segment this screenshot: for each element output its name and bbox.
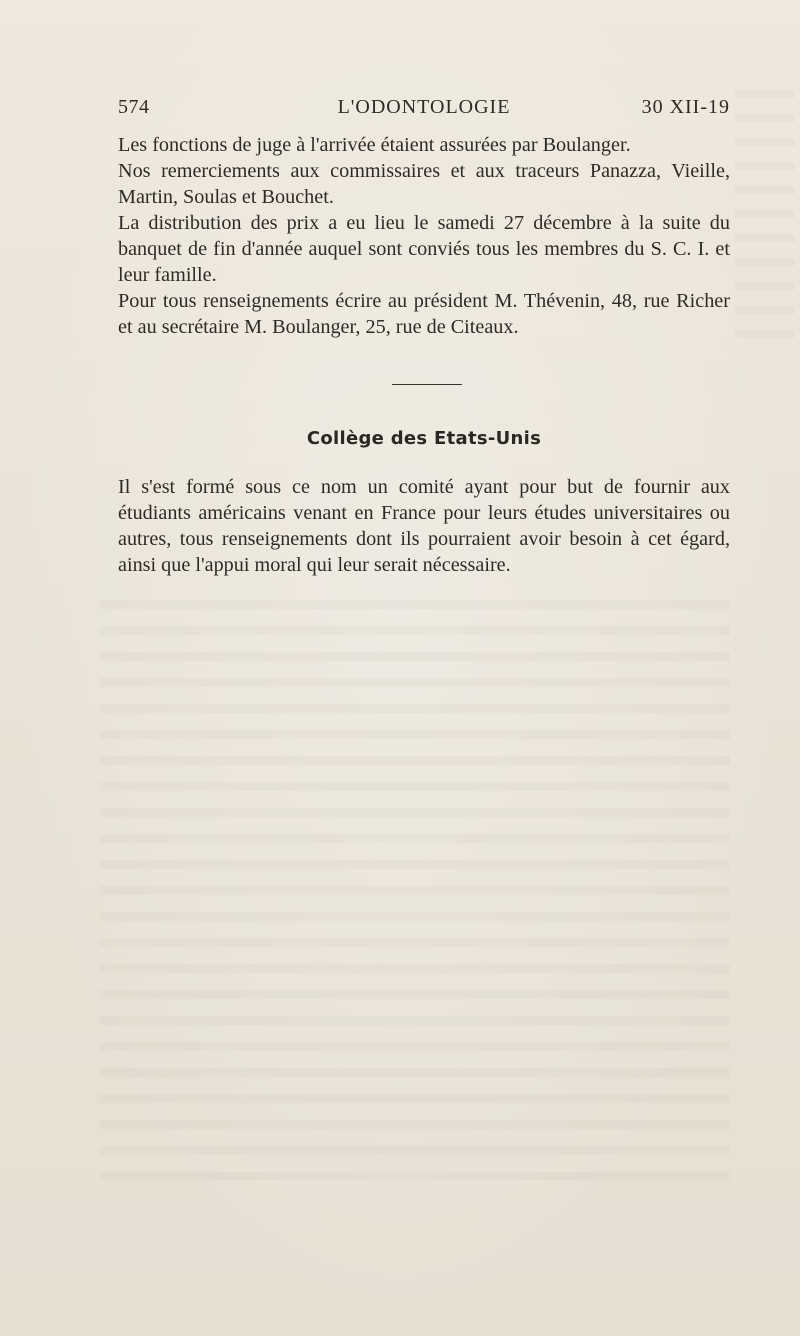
bleed-through-text	[100, 600, 730, 1180]
paragraph-thanks: Nos remerciements aux commissaires et aux traceurs Panazza, Vieille, Martin, Soulas et Bouchet.	[118, 160, 730, 208]
journal-title: L'ODONTOLOGIE	[337, 96, 511, 118]
section-title: Collège des Etats-Unis	[306, 428, 542, 449]
page-number: 574	[118, 96, 150, 118]
paragraph-prizes: La distribution des prix a eu lieu le samedi 27 décembre à la suite du banquet de fin d'année auquel sont conviés tous les membres du S. C. I. et leur famille.	[118, 212, 730, 286]
bleed-through-right	[735, 90, 795, 340]
article-continuation	[118, 132, 730, 340]
section-separator	[392, 384, 462, 385]
paragraph-judges: Les fonctions de juge à l'arrivée étaient assurées par Boulanger.	[118, 134, 631, 156]
section-body	[118, 474, 730, 578]
paragraph-contact: Pour tous renseignements écrire au président M. Thévenin, 48, rue Richer et au secrétaire M. Boulanger, 25, rue de Citeaux.	[118, 290, 730, 338]
paragraph-college: Il s'est formé sous ce nom un comité ayant pour but de fournir aux étudiants américains venant en France pour leurs études universitaires ou autres, tous renseignements dont ils pourraient avoir besoin à cet égard, ainsi que l'appui moral qui leur serait nécessaire.	[118, 476, 730, 576]
running-header	[118, 96, 730, 124]
issue-date: 30 XII-19	[641, 96, 730, 118]
